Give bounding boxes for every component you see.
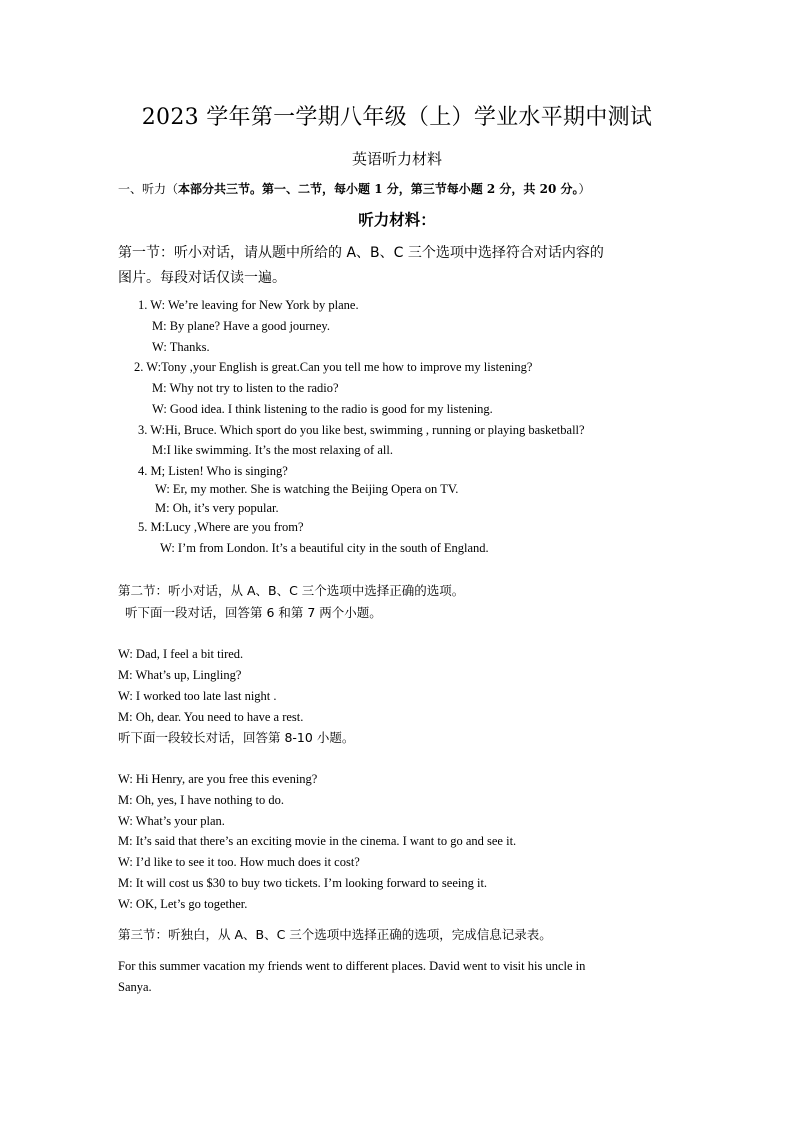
- page-title: 2023 学年第一学期八年级（上）学业水平期中测试: [141, 105, 653, 130]
- paragraph-line: Sanya.: [118, 980, 152, 994]
- section1-instruction-line1: 第一节：听小对话，请从题中所给的 A、B、C 三个选项中选择符合对话内容的: [118, 245, 604, 261]
- materials-heading: 听力材料：: [358, 211, 436, 229]
- dialogue-line: W: Dad, I feel a bit tired.: [118, 647, 244, 661]
- dialogue-line: 4. M; Listen! Who is singing?: [138, 464, 288, 478]
- dialogue-line: W: I worked too late last night .: [118, 689, 277, 703]
- intro-suffix: ）: [578, 182, 591, 196]
- section1-instruction-line2: 图片。每段对话仅读一遍。: [118, 270, 286, 286]
- dialogue-line: M: It’s said that there’s an exciting movie in the cinema. I want to go and see it.: [118, 834, 517, 848]
- dialogue-line: M: Oh, it’s very popular.: [155, 501, 279, 515]
- dialogue-line: W: Hi Henry, are you free this evening?: [118, 772, 318, 786]
- dialogue-line: M: Why not try to listen to the radio?: [152, 381, 339, 395]
- dialogue-line: W: Er, my mother. She is watching the Beijing Opera on TV.: [155, 482, 459, 496]
- dialogue-line: M: It will cost us $30 to buy two tickets. I’m looking forward to seeing it.: [118, 876, 488, 890]
- section-intro: [118, 181, 591, 197]
- dialogue-line: M: What’s up, Lingling?: [118, 668, 242, 682]
- dialogue-line: W: I’d like to see it too. How much does it cost?: [118, 855, 360, 869]
- dialogue-line: 3. W:Hi, Bruce. Which sport do you like best, swimming , running or playing basketball?: [138, 423, 585, 437]
- dialogue-line: M: Oh, dear. You need to have a rest.: [118, 710, 304, 724]
- page-subtitle: 英语听力材料: [351, 150, 442, 168]
- dialogue-line: W: Good idea. I think listening to the radio is good for my listening.: [152, 402, 493, 416]
- dialogue-line: M:I like swimming. It’s the most relaxing of all.: [152, 443, 393, 457]
- section2-instruction: 第二节：听小对话，从 A、B、C 三个选项中选择正确的选项。: [118, 583, 465, 598]
- dialogue-line: W: Thanks.: [152, 340, 210, 354]
- dialogue-line: W: OK, Let’s go together.: [118, 897, 248, 911]
- dialogue-line: 2. W:Tony ,your English is great.Can you tell me how to improve my listening?: [134, 360, 533, 374]
- dialogue-line: 1. W: We’re leaving for New York by plane.: [138, 298, 359, 312]
- section2-sub2: 听下面一段较长对话，回答第 8-10 小题。: [118, 730, 355, 745]
- dialogue-line: W: I’m from London. It’s a beautiful city in the south of England.: [160, 541, 489, 555]
- intro-prefix: 一、听力（: [118, 182, 179, 196]
- paragraph-line: For this summer vacation my friends went to different places. David went to visit his uncle in: [118, 959, 586, 973]
- dialogue-line: 5. M:Lucy ,Where are you from?: [138, 520, 304, 534]
- section3-instruction: 第三节：听独白，从 A、B、C 三个选项中选择正确的选项，完成信息记录表。: [118, 927, 552, 942]
- dialogue-line: W: What’s your plan.: [118, 814, 225, 828]
- dialogue-line: M: By plane? Have a good journey.: [152, 319, 330, 333]
- section2-sub1: 听下面一段对话，回答第 6 和第 7 两个小题。: [125, 605, 382, 620]
- dialogue-line: M: Oh, yes, I have nothing to do.: [118, 793, 284, 807]
- intro-bold-text: 本部分共三节。第一、二节，每小题 1 分，第三节每小题 2 分，共 20 分。: [178, 182, 579, 196]
